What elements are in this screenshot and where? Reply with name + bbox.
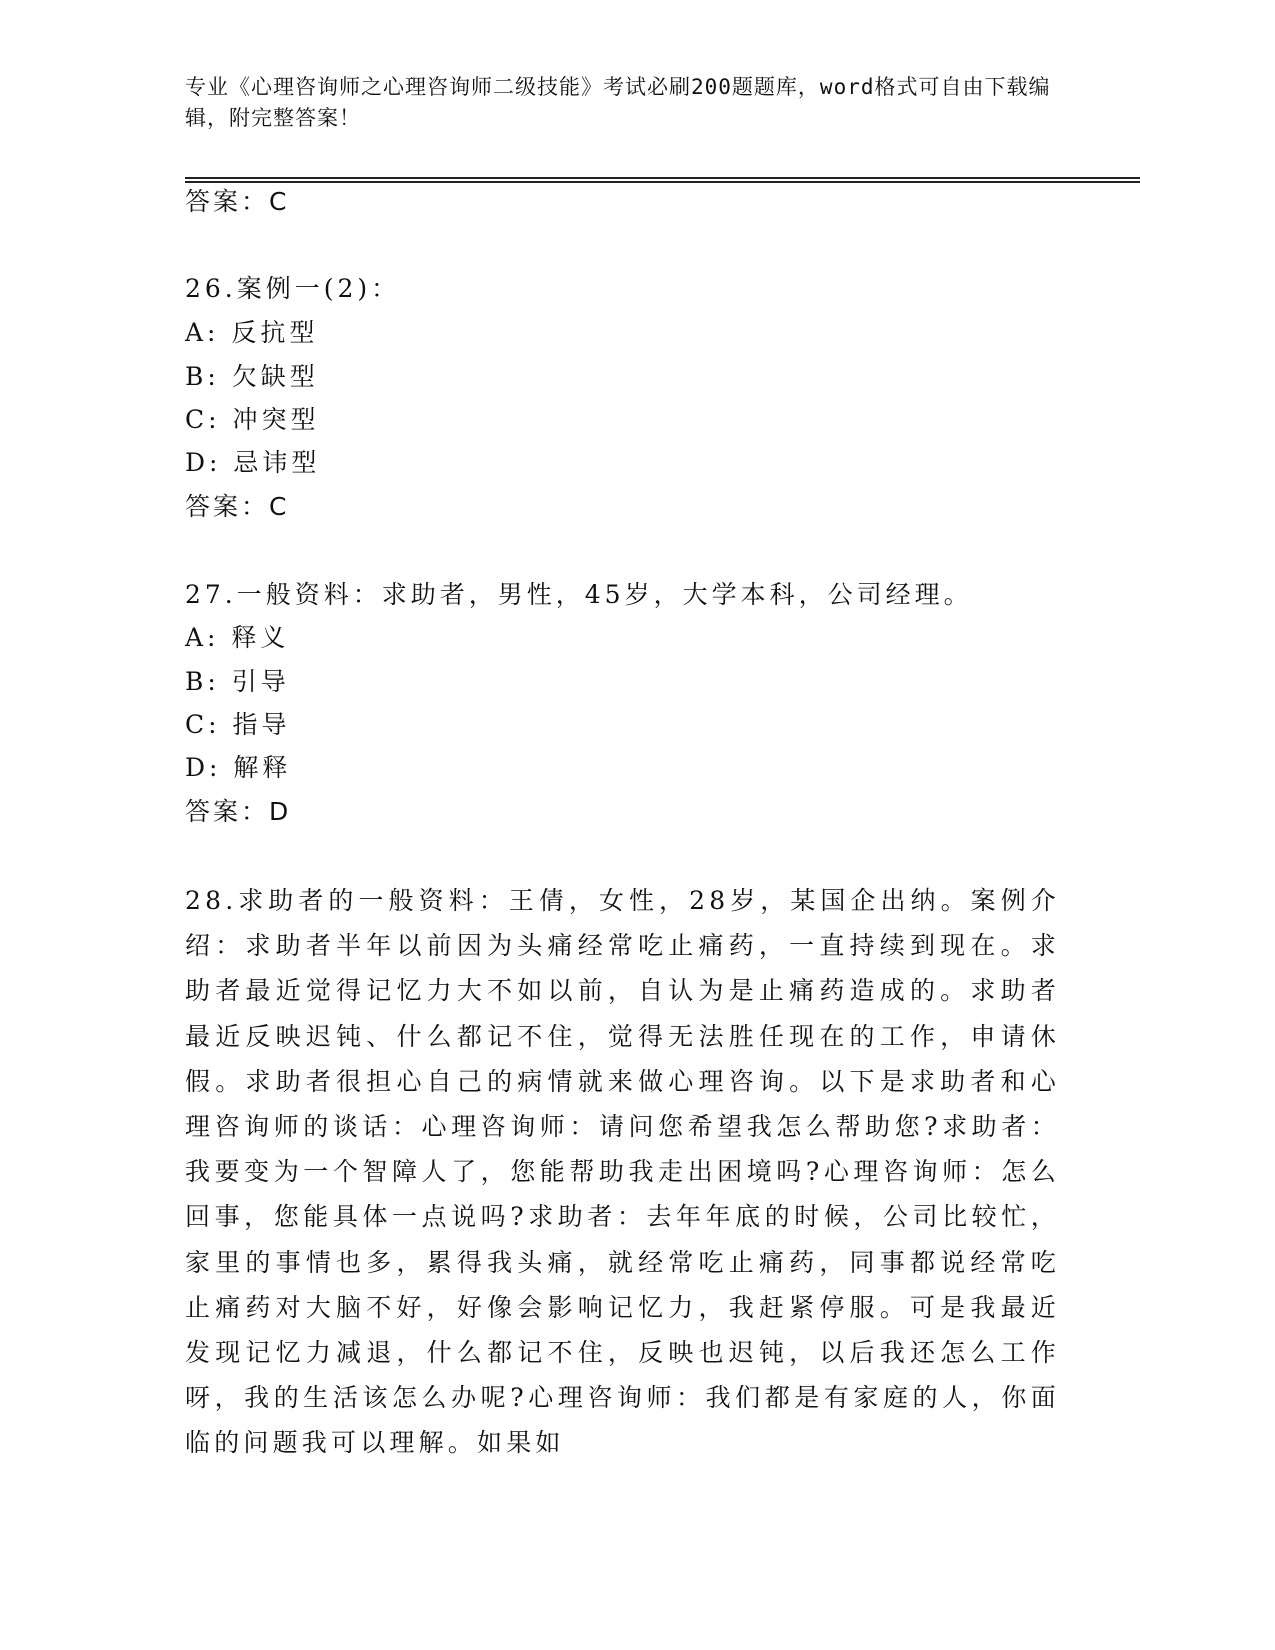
q27-option-a: A: 释义 <box>185 623 290 652</box>
q26-option-d: D: 忌讳型 <box>185 448 321 477</box>
question-28: 28.求助者的一般资料：王倩，女性，28岁，某国企出纳。案例介绍：求助者半年以前因为头痛经常吃止痛药，一直持续到现在。求助者最近觉得记忆力大不如以前，自认为是止痛药造成的。求助者最近反映迟钝、什么都记不住，觉得无法胜任现在的工作，申请休假。求助者很担心自己的病情就来做心理咨询。以下是求助者和心理咨询师的谈话：心理咨询师：请问您希望我怎么帮助您?求助者：我要变为一个智障人了，您能帮助我走出困境吗?心理咨询师：怎么回事，您能具体一点说吗?求助者：去年年底的时候，公司比较忙，家里的事情也多，累得我头痛，就经常吃止痛药，同事都说经常吃止痛药对大脑不好，好像会影响记忆力，我赶紧停服。可是我最近发现记忆力减退，什么都记不住，反映也迟钝，以后我还怎么工作呀，我的生活该怎么办呢?心理咨询师：我们都是有家庭的人，你面临的问题我可以理解。如果如 <box>185 886 1060 1458</box>
q27-option-b: B: 引导 <box>185 667 290 696</box>
q26-option-a: A: 反抗型 <box>185 318 319 347</box>
answer-previous: 答案：C <box>185 187 290 216</box>
q27-answer: 答案：D <box>185 797 292 826</box>
q26-option-c: C: 冲突型 <box>185 405 320 434</box>
question-26: 26.案例一(2)： <box>185 274 401 303</box>
q26-answer: 答案：C <box>185 492 290 521</box>
q27-option-c: C: 指导 <box>185 710 291 739</box>
header-divider-bottom <box>185 181 1140 183</box>
document-header-title: 专业《心理咨询师之心理咨询师二级技能》考试必刷200题题库，word格式可自由下载编辑，附完整答案！ <box>185 75 1051 130</box>
question-27: 27.一般资料：求助者，男性，45岁，大学本科，公司经理。 <box>185 580 973 609</box>
q26-option-b: B: 欠缺型 <box>185 362 319 391</box>
header-divider-top <box>185 177 1140 179</box>
q27-option-d: D: 解释 <box>185 753 292 782</box>
